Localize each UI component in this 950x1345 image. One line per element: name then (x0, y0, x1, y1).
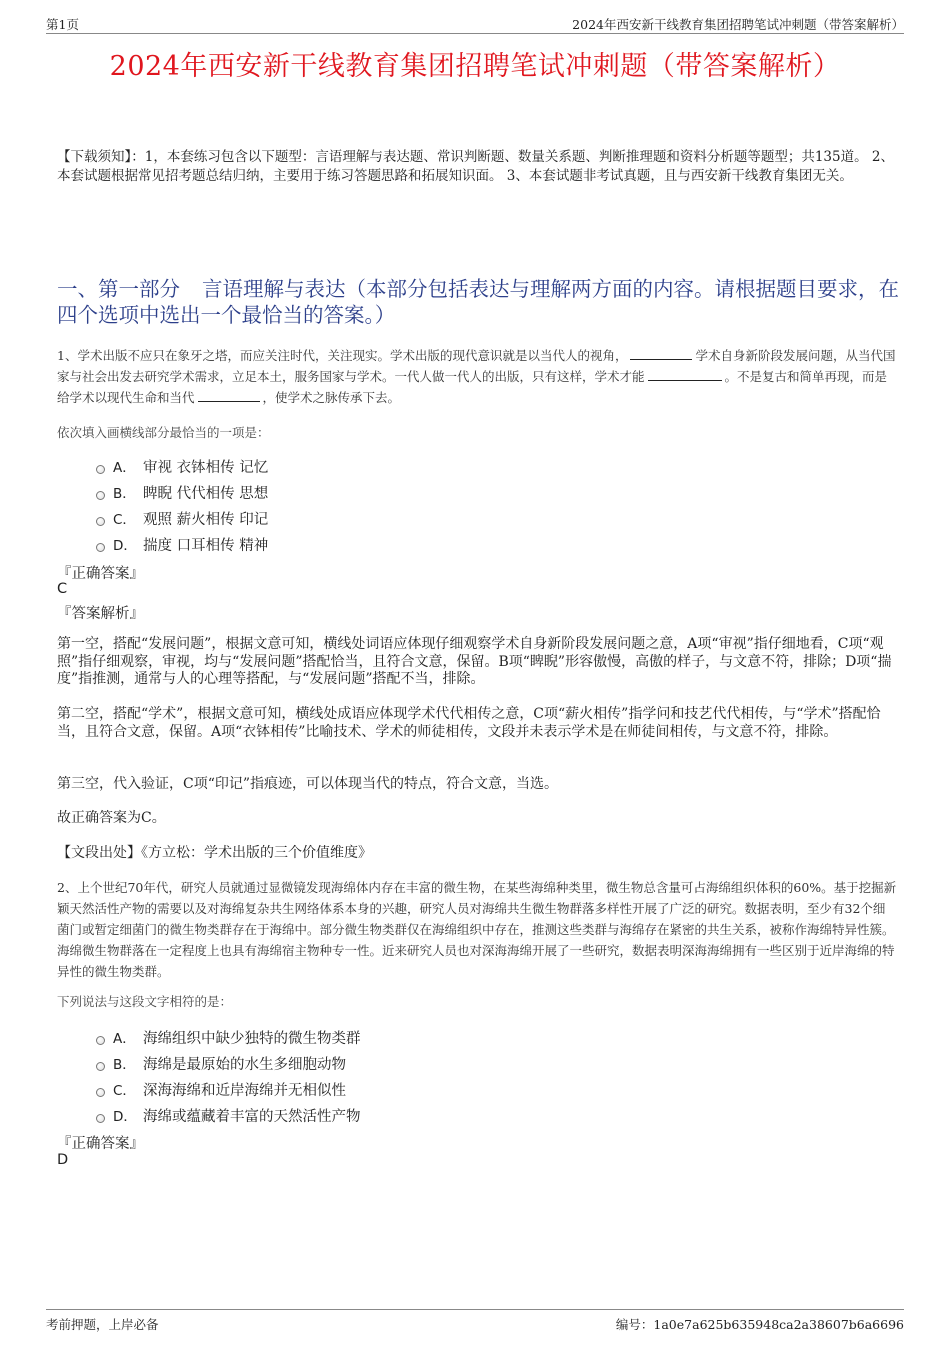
analysis-label: 『答案解析』 (57, 606, 144, 622)
footer-slogan: 考前押题，上岸必备 (46, 1317, 159, 1332)
blank-3 (198, 388, 260, 402)
question-1-prompt: 依次填入画横线部分最恰当的一项是： (57, 425, 270, 440)
answer-label: 『正确答案』 (57, 566, 144, 582)
radio-icon[interactable] (96, 465, 105, 474)
question-2-text: 2、上个世纪70年代，研究人员就通过显微镜发现海绵体内存在丰富的微生物，在某些海绵种类里，微生物总含量可占海绵组织体积的60%。基于挖掘新颖天然活性产物的需要以及对海绵复杂共生网络体系本身的兴趣，研究人员对海绵共生微生物群落多样性开展了广泛的研究。数据表明，至少有32个细菌门或暂定细菌门的微生物类群存在于海绵中。部分微生物类群仅在海绵组织中存在，推测这些类群与海绵存在紧密的共生关系，被称作海绵特异性簇。海绵微生物群落在一定程度上也具有海绵宿主物种专一性。近来研究人员也对深海海绵开展了一些研究，数据表明深海海绵拥有一些区别于近岸海绵的特异性的微生物类群。 (57, 880, 897, 979)
section-heading (57, 276, 902, 328)
option-d[interactable]: D． 揣度 口耳相传 精神 (96, 531, 268, 557)
correct-answer: D (57, 1152, 69, 1168)
radio-icon[interactable] (96, 543, 105, 552)
source-citation: 【文段出处】《方立松：学术出版的三个价值维度》 (57, 845, 372, 861)
question-1-text: 1、学术出版不应只在象牙之塔，而应关注时代，关注现实。学术出版的现代意识就是以当代人的视角， 学术自身新阶段发展问题，从当代国家与社会出发去研究学术需求，立足本土，服务国家与学术。一代人做一代人的出版，只有这样，学术才能 。不是复古和简单再现，而是给学术以现代生命和当代 ，使学术之脉传承下去。 (57, 348, 896, 405)
option-c[interactable]: C． 深海海绵和近岸海绵并无相似性 (96, 1076, 361, 1102)
option-b[interactable]: B． 睥睨 代代相传 思想 (96, 479, 268, 505)
analysis-paragraph: 第二空，搭配“学术”，根据文意可知，横线处成语应体现学术代代相传之意，C项“薪火相传”指学问和技艺代代相传，与“学术”搭配恰当，且符合文意，保留。A项“衣钵相传”比喻技术、学术的师徒相传，文段并未表示学术是在师徒间相传，与文意不符，排除。 (57, 706, 881, 740)
page-header (46, 13, 904, 34)
option-a[interactable]: A． 海绵组织中缺少独特的微生物类群 (96, 1024, 361, 1050)
document-title: 2024年西安新干线教育集团招聘笔试冲刺题（带答案解析） (109, 51, 841, 82)
header-doc-title: 2024年西安新干线教育集团招聘笔试冲刺题（带答案解析） (572, 17, 904, 32)
option-d[interactable]: D． 海绵或蕴藏着丰富的天然活性产物 (96, 1102, 361, 1128)
question-2-prompt: 下列说法与这段文字相符的是： (57, 994, 233, 1009)
radio-icon[interactable] (96, 517, 105, 526)
page-number: 第1页 (46, 17, 79, 32)
option-b[interactable]: B． 海绵是最原始的水生多细胞动物 (96, 1050, 361, 1076)
option-a[interactable]: A． 审视 衣钵相传 记忆 (96, 453, 268, 479)
analysis-paragraph: 第一空，搭配“发展问题”，根据文意可知，横线处词语应体现仔细观察学术自身新阶段发展问题之意，A项“审视”指仔细地看，C项“观照”指仔细观察，审视，均与“发展问题”搭配恰当，且符合文意，保留。B项“睥睨”形容傲慢，高傲的样子，与文意不符，排除；D项“揣度”指推测，通常与人的心理等搭配，与“发展问题”搭配不当，排除。 (57, 636, 892, 687)
blank-2 (648, 367, 722, 381)
analysis-paragraph: 第三空，代入验证，C项“印记”指痕迹，可以体现当代的特点，符合文意，当选。 (57, 776, 559, 792)
radio-icon[interactable] (96, 1114, 105, 1123)
radio-icon[interactable] (96, 1088, 105, 1097)
section-title-text: 言语理解与表达（本部分包括表达与理解两方面的内容。请根据题目要求，在四个选项中选出一个最恰当的答案。） (57, 277, 899, 327)
answer-label: 『正确答案』 (57, 1136, 144, 1152)
analysis-conclusion: 故正确答案为C。 (57, 810, 166, 826)
radio-icon[interactable] (96, 1062, 105, 1071)
radio-icon[interactable] (96, 1036, 105, 1045)
correct-answer: C (57, 581, 68, 597)
radio-icon[interactable] (96, 491, 105, 500)
page-footer (46, 1309, 904, 1332)
option-c[interactable]: C． 观照 薪火相传 印记 (96, 505, 268, 531)
question-2-options (96, 1024, 361, 1128)
blank-1 (630, 346, 692, 360)
question-1-options (96, 453, 268, 557)
footer-doc-id: 编号：1a0e7a625b635948ca2a38607b6a6696 (615, 1317, 904, 1332)
section-number: 一、第一部分 (57, 277, 180, 301)
download-notice: 【下载须知】：1，本套练习包含以下题型：言语理解与表达题、常识判断题、数量关系题、判断推理题和资料分析题等题型；共135道。 2、本套试题根据常见招考题总结归纳，主要用于练习答题思路和拓展知识面。 3、本套试题非考试真题，且与西安新干线教育集团无关。 (57, 149, 894, 184)
